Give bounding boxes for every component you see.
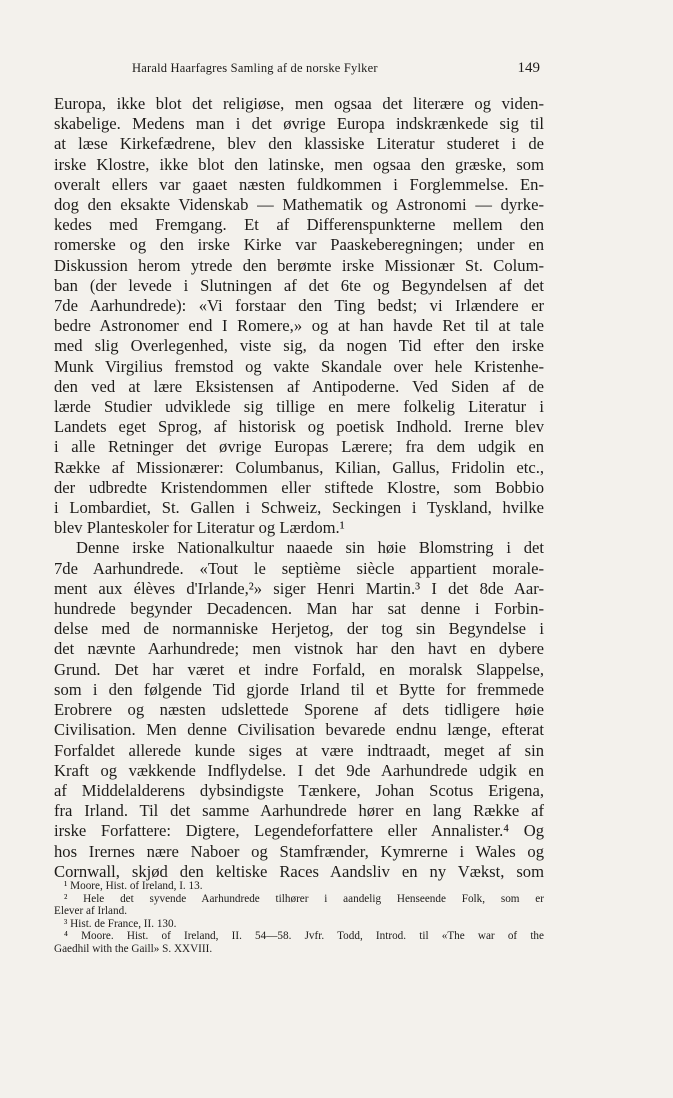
text-line: med slig Overlegenhed, viste sig, da nogen Tid efter den irske [54,336,544,356]
footnote-continuation: Elever af Irland. [54,905,127,918]
text-line: det nævnte Aarhundrede; men vistnok har den havt en dybere [54,639,544,659]
footnotes [54,880,544,956]
text-line: i alle Retninger det øvrige Europas Lærere; fra dem udgik en [54,437,544,457]
text-line: dog den eksakte Videnskab — Mathematik og Astronomi — dyrke- [54,195,544,215]
text-line: Denne irske Nationalkultur naaede sin høie Blomstring i det [76,538,544,558]
text-line: ment aux élèves d'Irlande,²» siger Henri Martin.³ I det 8de Aar- [54,578,544,598]
text-line: irske Forfattere: Digtere, Legendeforfattere eller Annalister.⁴ Og [54,821,544,841]
text-line: Landets eget Sprog, af historisk og poetisk Indhold. Irerne blev [54,417,544,437]
text-line: romerske og den irske Kirke var Paaskeberegningen; under en [54,235,544,255]
text-line: i Lombardiet, St. Gallen i Schweiz, Seckingen i Tyskland, hvilke [54,498,544,518]
text-line: Række af Missionærer: Columbanus, Kilian, Gallus, Fridolin etc., [54,457,544,477]
text-line: 7de Aarhundrede): «Vi forstaar den Ting bedst; vi Irlændere er [54,296,544,316]
text-line: Forfaldet allerede kunde siges at være indtraadt, meget af sin [54,740,544,760]
text-line: Cornwall, skjød den keltiske Races Aandsliv en ny Vækst, som [54,861,544,881]
text-line: irske Klostre, ikke blot den latinske, men ogsaa den græske, som [54,154,544,174]
text-line: Civilisation. Men denne Civilisation bevarede endnu længe, efterat [54,720,544,740]
text-line: lærde Studier udviklede sig tillige en mere folkelig Literatur i [54,397,544,417]
footnote: ² Hele det syvende Aarhundrede tilhører i aandelig Henseende Folk, som er [64,892,544,905]
footnote: ³ Hist. de France, II. 130. [64,917,177,930]
running-title: Harald Haarfagres Samling af de norske Fylker [132,61,378,75]
text-line: 7de Aarhundrede. «Tout le septième siècle appartient morale- [54,558,544,578]
text-line: Munk Virgilius fremstod og vakte Skandale over hele Kristenhe- [54,356,544,376]
text-line: kedes med Fremgang. Et af Differenspunkterne mellem den [54,215,544,235]
text-line: overalt ellers var gaaet næsten fuldkommen i Forglemmelse. En- [54,174,544,194]
text-line: ban (der levede i Slutningen af det 6te og Begyndelsen af det [54,275,544,295]
text-line: som i den følgende Tid gjorde Irland til et Bytte for fremmede [54,679,544,699]
text-line: blev Planteskoler for Literatur og Lærdom.¹ [54,518,345,538]
text-line: Erobrere og næsten udslettede Sporene af dets tidligere høie [54,700,544,720]
footnote: ¹ Moore, Hist. of Ireland, I. 13. [64,880,203,892]
page-header [60,60,540,77]
text-line: den ved at lære Eksistensen af Antipoderne. Ved Siden af de [54,376,544,396]
page-number: 149 [517,60,540,76]
text-line: fra Irland. Til det samme Aarhundrede hører en lang Række af [54,801,544,821]
text-line: Grund. Det har været et indre Forfald, en moralsk Slappelse, [54,659,544,679]
text-line: af Middelalderens dybsindigste Tænkere, Johan Scotus Erigena, [54,780,544,800]
footnote: ⁴ Moore. Hist. of Ireland, II. 54—58. Jvfr. Todd, Introd. til «The war of the [64,930,544,943]
text-line: delse med de normanniske Herjetog, der tog sin Begyndelse i [54,619,544,639]
body-text [54,94,544,882]
footnote-continuation: Gaedhil with the Gaill» S. XXVIII. [54,942,213,955]
text-line: der udbredte Kristendommen eller stiftede Klostre, som Bobbio [54,477,544,497]
text-line: skabelige. Medens man i det øvrige Europa indskrænkede sig til [54,114,544,134]
text-line: bedre Astronomer end I Romere,» og at han havde Ret til at tale [54,316,544,336]
text-line: hos Irernes nære Naboer og Stamfrænder, Kymrerne i Wales og [54,841,544,861]
text-line: Kraft og vækkende Indflydelse. I det 9de Aarhundrede udgik en [54,760,544,780]
text-line: Diskussion herom ytrede den berømte irske Missionær St. Colum- [54,255,544,275]
text-line: Europa, ikke blot det religiøse, men ogsaa det literære og viden- [54,94,544,113]
text-line: at læse Kirkefædrene, blev den klassiske Literatur studeret i de [54,134,544,154]
text-line: hundrede begynder Decadencen. Man har sat denne i Forbin- [54,599,544,619]
